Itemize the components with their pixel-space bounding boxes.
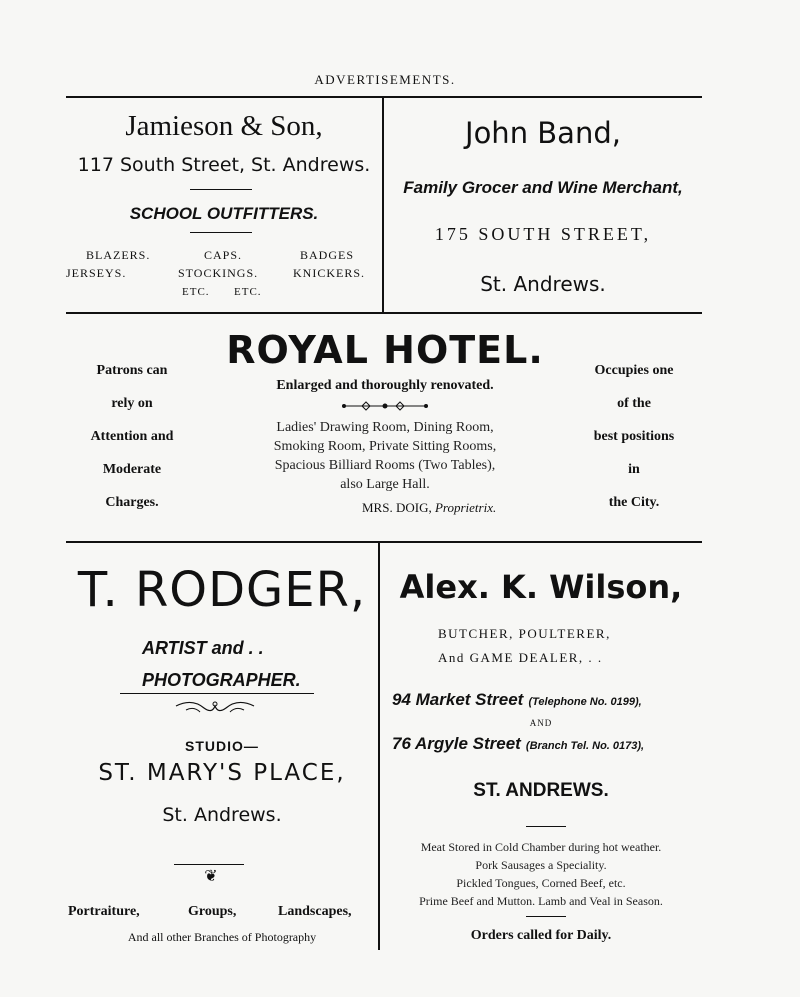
flourish-ornament [172, 696, 258, 718]
wilson-and: AND [529, 718, 553, 728]
jamieson-tagline: SCHOOL OUTFITTERS. [129, 204, 319, 223]
page-header: ADVERTISEMENTS. [314, 72, 456, 87]
middle-rule-bottom [66, 541, 702, 543]
wilson-address-2 [392, 734, 644, 754]
band-town: St. Andrews. [480, 272, 606, 296]
wilson-notes [380, 838, 702, 910]
wilson-rule-2 [526, 916, 566, 917]
item-stockings: STOCKINGS. [178, 266, 259, 280]
proprietor-name: MRS. DOIG, [362, 500, 432, 515]
royal-left-line: Attention and [90, 429, 174, 444]
royal-body-line: Spacious Billiard Rooms (Two Tables), [274, 458, 496, 473]
royal-right-line: Occupies one [594, 363, 674, 378]
wilson-trade2: And GAME DEALER, . . [438, 650, 603, 665]
royal-right-column [566, 354, 702, 519]
wilson-trade1: BUTCHER, POULTERER, [438, 626, 611, 641]
royal-right-line: of the [617, 396, 651, 411]
royal-body-line: also Large Hall. [340, 477, 430, 492]
jamieson-name: Jamieson & Son, [125, 110, 323, 142]
wilson-addr1: 94 Market Street [392, 690, 524, 709]
royal-left-line: Moderate [102, 462, 162, 477]
ornament-divider [340, 398, 430, 412]
wilson-name: Alex. K. Wilson, [399, 568, 683, 606]
wilson-addr2: 76 Argyle Street [392, 734, 521, 753]
wilson-note: Pork Sausages a Speciality. [475, 858, 607, 872]
royal-subtitle: Enlarged and thoroughly renovated. [276, 378, 494, 393]
rodger-line1: ARTIST and . . [142, 638, 264, 658]
band-tagline: Family Grocer and Wine Merchant, [403, 178, 683, 197]
wilson-note: Prime Beef and Mutton. Lamb and Veal in Season. [419, 894, 663, 908]
rodger-line2: PHOTOGRAPHER. [142, 670, 301, 690]
wilson-town: ST. ANDREWS. [473, 780, 609, 801]
rodger-footer: And all other Branches of Photography [127, 930, 317, 944]
royal-proprietor [362, 500, 496, 516]
service-groups: Groups, [188, 904, 237, 919]
royal-body-line: Smoking Room, Private Sitting Rooms, [273, 439, 497, 454]
royal-right-line: the City. [608, 495, 660, 510]
royal-body [200, 418, 570, 494]
royal-body-line: Ladies' Drawing Room, Dining Room, [276, 420, 494, 435]
royal-left-line: rely on [111, 396, 153, 411]
rodger-studio: STUDIO— [185, 738, 259, 754]
service-landscapes: Landscapes, [278, 904, 352, 919]
item-blazers: BLAZERS. [86, 248, 151, 262]
item-knickers: KNICKERS. [293, 266, 366, 280]
band-name: John Band, [465, 116, 621, 150]
fleuron-icon: ❦ [204, 866, 218, 885]
rodger-rule [120, 693, 314, 694]
item-caps: CAPS. [204, 248, 243, 262]
item-etc-2: ETC. [234, 286, 262, 298]
middle-rule-top [66, 312, 702, 314]
rodger-town: St. Andrews. [162, 804, 282, 826]
rodger-name: T. RODGER, [77, 562, 367, 618]
royal-left-column [66, 354, 198, 519]
wilson-tel1: (Telephone No. 0199), [528, 696, 642, 708]
jamieson-rule-1 [190, 189, 252, 190]
royal-title: ROYAL HOTEL. [226, 328, 544, 372]
wilson-note: Pickled Tongues, Corned Beef, etc. [456, 876, 626, 890]
jamieson-address: 117 South Street, St. Andrews. [77, 154, 371, 176]
royal-right-line: best positions [593, 429, 675, 444]
item-etc-1: ETC. [182, 286, 210, 298]
royal-left-line: Patrons can [96, 363, 168, 378]
rodger-place: ST. MARY'S PLACE, [98, 760, 346, 786]
service-portraiture: Portraiture, [68, 904, 140, 919]
proprietor-title: Proprietrix. [434, 500, 497, 515]
rodger-rule-2 [174, 864, 244, 865]
wilson-address-1 [392, 690, 642, 710]
jamieson-rule-2 [190, 232, 252, 233]
wilson-rule-1 [526, 826, 566, 827]
wilson-tel2: (Branch Tel. No. 0173), [525, 740, 645, 752]
item-jerseys: JERSEYS. [66, 266, 127, 280]
top-rule [66, 96, 702, 98]
band-address: 175 SOUTH STREET, [434, 224, 652, 244]
item-badges: BADGES [300, 248, 355, 262]
royal-right-line: in [628, 462, 640, 477]
royal-left-line: Charges. [105, 495, 159, 510]
wilson-note: Meat Stored in Cold Chamber during hot weather. [420, 840, 662, 854]
wilson-orders: Orders called for Daily. [470, 928, 612, 943]
